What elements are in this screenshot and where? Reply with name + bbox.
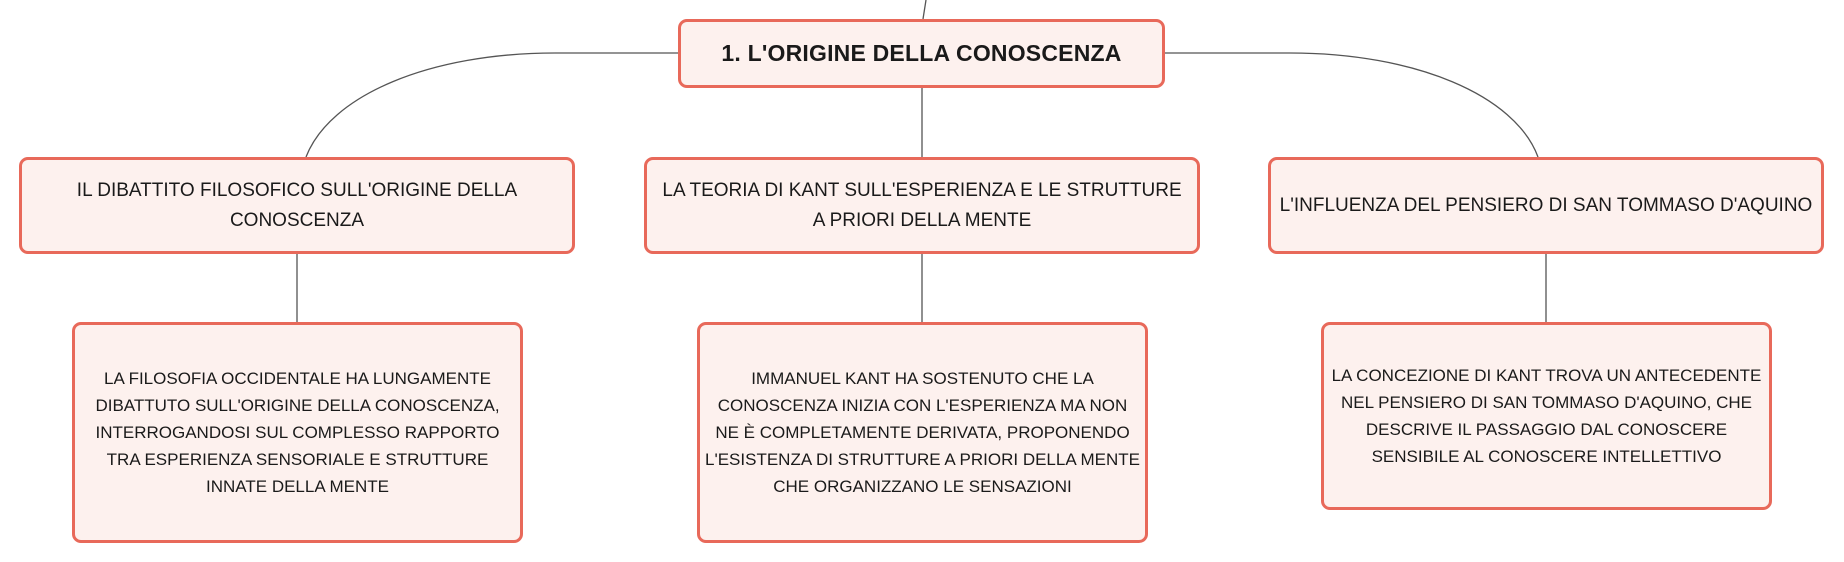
topic-kant-theory[interactable] bbox=[644, 157, 1200, 254]
topic-label: LA TEORIA DI KANT SULL'ESPERIENZA E LE STRUTTURE A PRIORI DELLA MENTE bbox=[662, 179, 1182, 231]
topic-label: IL DIBATTITO FILOSOFICO SULL'ORIGINE DELLA CONOSCENZA bbox=[76, 179, 518, 231]
subtopic-aquinas-antecedent[interactable] bbox=[1321, 322, 1772, 510]
connector-root-branch-3 bbox=[1165, 53, 1538, 157]
subtopic-kant-a-priori[interactable] bbox=[697, 322, 1148, 543]
subtopic-text: IMMANUEL KANT HA SOSTENUTO CHE LA CONOSCENZA INIZIA CON L'ESPERIENZA MA NON NE È COMPLETAMENTE DERIVATA, PROPONENDO L'ESISTENZA DI STRUTTURE A PRIORI DELLA MENTE CHE ORGANIZZANO LE SENSAZIONI bbox=[705, 369, 1140, 496]
topic-aquinas-influence[interactable] bbox=[1268, 157, 1824, 254]
topic-debate-origin[interactable] bbox=[19, 157, 575, 254]
subtopic-western-philosophy[interactable] bbox=[72, 322, 523, 543]
subtopic-text: LA FILOSOFIA OCCIDENTALE HA LUNGAMENTE DIBATTUTO SULL'ORIGINE DELLA CONOSCENZA, INTERROGANDOSI SUL COMPLESSO RAPPORTO TRA ESPERIENZA SENSORIALE E STRUTTURE INNATE DELLA MENTE bbox=[95, 369, 500, 496]
root-topic[interactable] bbox=[678, 19, 1165, 88]
topic-label: L'INFLUENZA DEL PENSIERO DI SAN TOMMASO D'AQUINO bbox=[1279, 194, 1813, 216]
connector-incoming bbox=[923, 0, 926, 19]
root-topic-label: 1. L'ORIGINE DELLA CONOSCENZA bbox=[721, 40, 1122, 66]
connector-root-branch-1 bbox=[306, 53, 678, 157]
subtopic-text: LA CONCEZIONE DI KANT TROVA UN ANTECEDENTE NEL PENSIERO DI SAN TOMMASO D'AQUINO, CHE DESCRIVE IL PASSAGGIO DAL CONOSCERE SENSIBILE AL CONOSCERE INTELLETTIVO bbox=[1331, 366, 1762, 466]
